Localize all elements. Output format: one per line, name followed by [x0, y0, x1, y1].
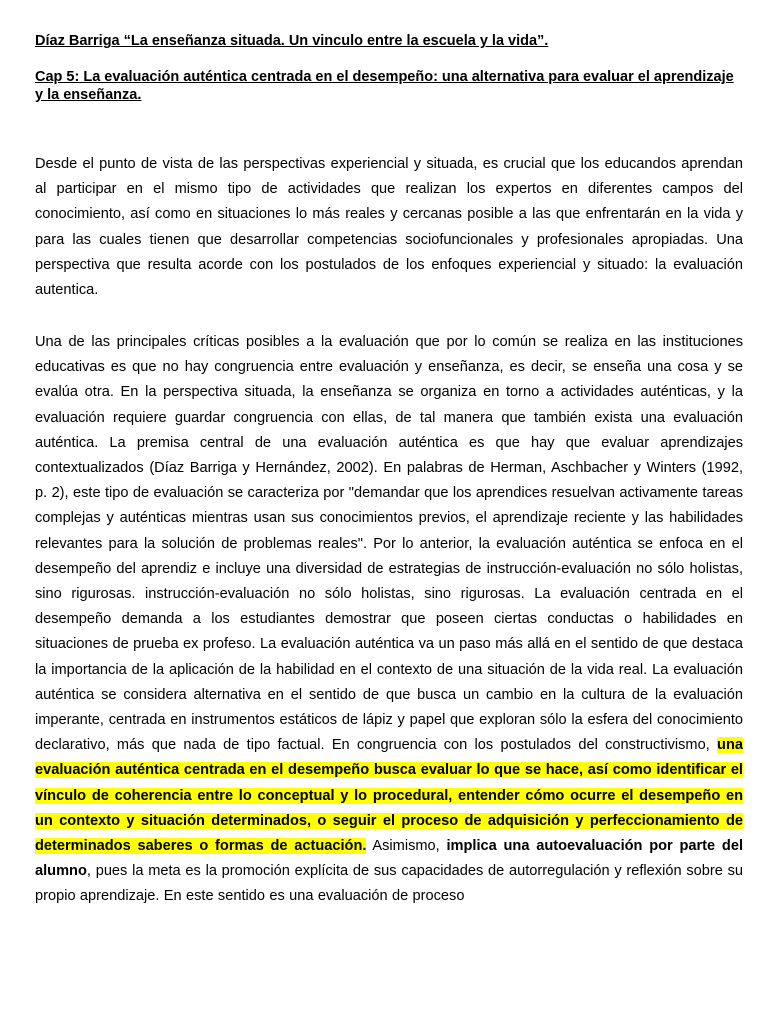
highlighted-text: una evaluación auténtica centrada en el desempeño busca evaluar lo que se hace, así como identificar el vínculo de coherencia entre lo conceptual y lo procedural, entender cómo ocurre el desempeño en un contexto y situación determinados, o seguir el proceso de adquisición y perfeccionamiento de determinados saberes o formas de actuación. — [35, 737, 743, 855]
bold-text: implica una autoevaluación por parte del alumno — [35, 838, 744, 880]
chapter-title: Cap 5: La evaluación auténtica centrada en el desempeño: una alternativa para evaluar el aprendizaje y la enseñanza. — [35, 69, 734, 103]
paragraph-2-text-a: Una de las principales críticas posibles a la evaluación que por lo común se realiza en las instituciones educativas es que no hay congruencia entre evaluación y enseñanza, es decir, se enseña una cosa y se evalúa otra. En la perspectiva situada, la enseñanza se organiza en torno a actividades auténticas, y la evaluación requiere guardar congruencia con ellas, de tal manera que también exista una evaluación auténtica. La premisa central de una evaluación auténtica es que hay que evaluar aprendizajes contextualizados (Díaz Barriga y Hernández, 2002). En palabras de Herman, Aschbacher y Winters (1992, p. 2), este tipo de evaluación se caracteriza por "demandar que los aprendices resuelvan activamente tareas complejas y auténticas mientras usan sus conocimientos previos, el aprendizaje reciente y las habilidades relevantes para la solución de problemas reales". Por lo anterior, la evaluación auténtica se enfoca en el desempeño del aprendiz e incluye una diversidad de estrategias de instrucción-evaluación no sólo holistas, sino rigurosas. instrucción-evaluación no sólo holistas, sino rigurosas. La evaluación centrada en el desempeño demanda a los estudiantes demostrar que poseen ciertas conductas o habilidades en situaciones de prueba ex profeso. La evaluación auténtica va un paso más allá en el sentido de que destaca la importancia de la aplicación de la habilidad en el contexto de una situación de la vida real. La evaluación auténtica se considera alternativa en el sentido de que busca un cambio en la cultura de la evaluación imperante, centrada en instrumentos estáticos de lápiz y papel que exploran sólo la esfera del conocimiento declarativo, más que nada de tipo factual. En congruencia con los postulados del constructivismo, — [35, 334, 743, 754]
paragraph-2-text-c: , pues la meta es la promoción explícita de sus capacidades de autorregulación y reflexión sobre su propio aprendizaje. En este sentido es una evaluación de proceso — [35, 863, 743, 905]
paragraph-2-text-b: Asimismo, — [366, 838, 447, 855]
paragraph-2 — [35, 330, 743, 910]
document-title: Díaz Barriga “La enseñanza situada. Un vinculo entre la escuela y la vida”. — [35, 33, 549, 49]
paragraph-1: Desde el punto de vista de las perspectivas experiencial y situada, es crucial que los educandos aprendan al participar en el mismo tipo de actividades que realizan los expertos en diferentes campos del conocimiento, así como en situaciones lo más reales y cercanas posible a las que enfrentarán en la vida y para las cuales tienen que desarrollar competencias sociofuncionales y profesionales apropiadas. Una perspectiva que resulta acorde con los postulados de los enfoques experiencial y situado: la evaluación autentica. — [35, 156, 743, 299]
